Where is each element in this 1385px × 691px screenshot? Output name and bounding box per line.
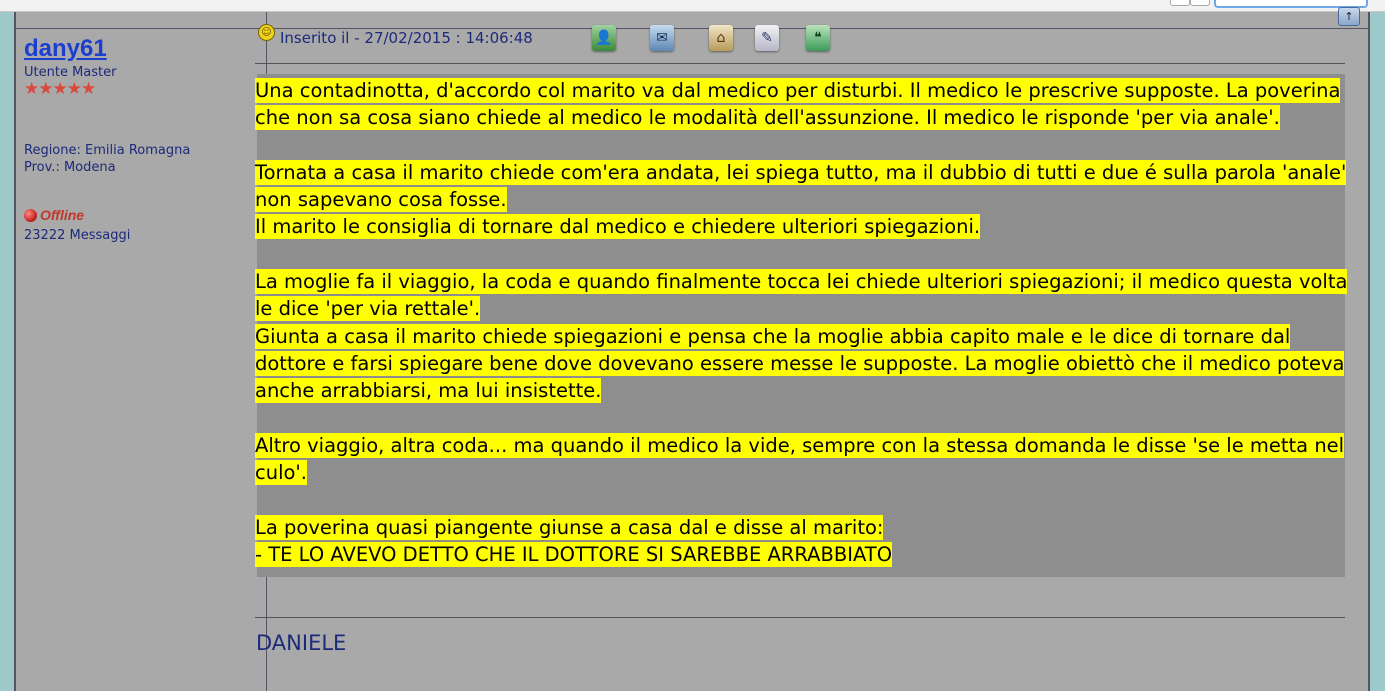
- browser-toolbar-strip: [0, 0, 1385, 12]
- toolbar-button[interactable]: [1190, 0, 1210, 6]
- status-label: Offline: [40, 207, 85, 223]
- quote-icon[interactable]: ❝: [806, 25, 830, 51]
- previous-post-footer: [16, 12, 1368, 29]
- highlighted-text: - TE LO AVEVO DETTO CHE IL DOTTORE SI SAREBBE ARRABBIATO: [255, 543, 893, 567]
- post-body: [255, 77, 1355, 568]
- highlighted-text: Tornata a casa il marito chiede com'era andata, lei spiega tutto, ma il dubbio di tutti e due é sulla parola 'anale' non sapevano cosa fosse.: [255, 160, 1347, 212]
- reply-with-quote-icon[interactable]: ✎: [755, 25, 779, 51]
- highlighted-text: Altro viaggio, altra coda... ma quando il medico la vide, sempre con la stessa domanda le disse 'se le metta nel culo'.: [255, 433, 1345, 485]
- author-username-link[interactable]: dany61: [24, 35, 107, 62]
- blank-line: [255, 241, 1355, 268]
- post-signature: DANIELE: [256, 631, 347, 655]
- blank-line: [255, 132, 1355, 159]
- author-message-count: 23222 Messaggi: [24, 228, 131, 243]
- highlighted-text: La poverina quasi piangente giunse a casa dal e disse al marito:: [255, 515, 884, 539]
- back-to-top-icon[interactable]: ↑: [1338, 7, 1360, 26]
- author-panel: [16, 29, 267, 691]
- paragraph: [255, 159, 1355, 241]
- profile-icon[interactable]: 👤: [592, 25, 616, 51]
- homepage-icon[interactable]: ⌂: [709, 25, 733, 51]
- highlighted-text: La moglie fa il viaggio, la coda e quando finalmente tocca lei chiede ulteriori spiegazioni; il medico questa volta le dice 'per via rettale'.: [255, 270, 1348, 321]
- highlighted-text: Giunta a casa il marito chiede spiegazioni e pensa che la moglie abbia capito male e le dice di tornare dal dottore e farsi spiegare bene dove dovevano essere messe le supposte. La moglie obiettò che il medico poteva anche arrabbiarsi, ma lui insistette.: [255, 324, 1345, 403]
- paragraph: [255, 432, 1355, 487]
- online-status: [24, 207, 84, 223]
- header-divider: [255, 63, 1345, 64]
- paragraph: [255, 514, 1355, 569]
- blank-line: [255, 486, 1355, 513]
- author-province: Prov.: Modena: [24, 160, 116, 175]
- post-timestamp: Inserito il - 27/02/2015 : 14:06:48: [280, 29, 533, 47]
- offline-status-icon: [24, 209, 37, 222]
- highlighted-text: Una contadinotta, d'accordo col marito va dal medico per disturbi. Il medico le prescrive supposte. La poverina che non sa cosa siano chiede al medico le modalità dell'assunzione. Il medico le risponde 'per via anale'.: [255, 79, 1341, 130]
- signature-divider: [255, 617, 1345, 618]
- smiley-icon: ☺: [258, 24, 275, 41]
- email-icon[interactable]: ✉: [650, 25, 674, 51]
- paragraph: [255, 268, 1355, 404]
- author-rank: Utente Master: [24, 65, 117, 80]
- highlighted-text: Il marito le consiglia di tornare dal medico e chiedere ulteriori spiegazioni.: [255, 215, 981, 239]
- toolbar-button[interactable]: [1170, 0, 1190, 6]
- rank-stars-icon: ★★★★★: [24, 79, 96, 99]
- paragraph: [255, 77, 1355, 132]
- author-region: Regione: Emilia Romagna: [24, 143, 191, 158]
- blank-line: [255, 405, 1355, 432]
